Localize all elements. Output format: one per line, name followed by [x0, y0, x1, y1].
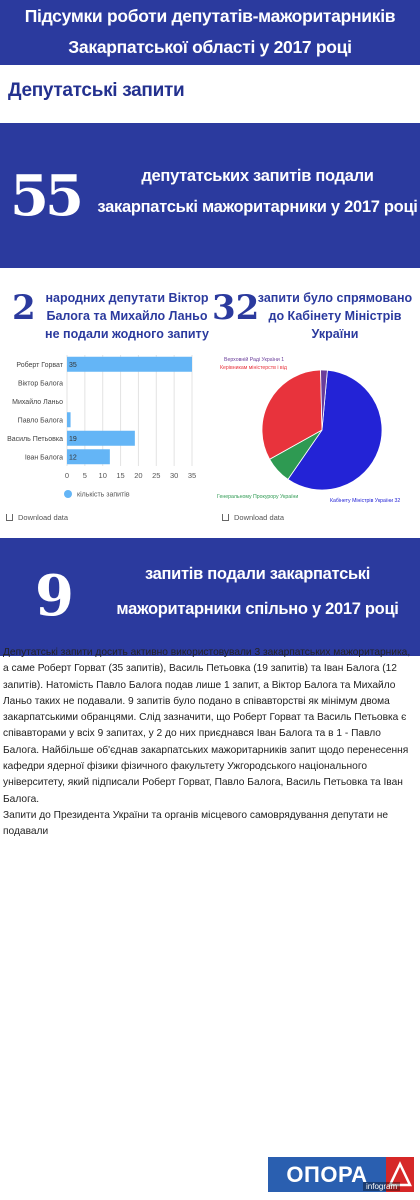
category-label: Василь Петьовка [7, 435, 63, 443]
pie-slice-label: Верховній Раді України 1 [224, 357, 285, 363]
bar-value-label: 12 [69, 454, 77, 462]
logo-text: ОПОРА [268, 1157, 386, 1192]
infogram-watermark: infogram [363, 1182, 400, 1191]
body-text [3, 645, 417, 841]
page-header [0, 0, 420, 65]
download-icon [6, 514, 13, 521]
download-label: Download data [234, 513, 285, 522]
kpi-right-text [255, 289, 415, 343]
bar-value-label: 35 [69, 361, 77, 369]
kpi-left-line-3: не подали жодного запиту [45, 327, 209, 341]
kpi-right-line-1: запити було спрямовано [257, 291, 413, 305]
category-label: Роберт Горват [16, 361, 63, 369]
page-title-line-2: Закарпатської області у 2017 році [68, 37, 352, 57]
joint-requests-number: 9 [35, 563, 74, 629]
bar-chart [0, 350, 210, 510]
x-tick-label: 25 [152, 471, 161, 480]
joint-requests-text-1: запитів подали закарпатські [144, 565, 371, 583]
category-label: Іван Балога [24, 454, 63, 462]
pie-chart [212, 350, 420, 510]
bar [67, 431, 135, 446]
page-title-line-1: Підсумки роботи депутатів-мажоритарників [24, 6, 396, 26]
kpi-right-line-2: до Кабінету Міністрів [268, 309, 402, 323]
x-tick-label: 0 [64, 471, 70, 480]
download-icon [222, 514, 229, 521]
kpi-left-line-2: Балога та Михайло Ланьо [46, 309, 208, 323]
kpi-right-number: 32 [212, 288, 260, 328]
legend-swatch [64, 490, 72, 498]
x-tick-label: 5 [82, 471, 87, 480]
body-paragraph-1: Депутатські запити досить активно використовували 3 закарпатських мажоритарника, а саме Роберт Горват (35 запитів), Василь Петьовка (19 запитів) та Іван Балога (12 запитів). Натомість Павло Балога подав лише 1 запит, а Віктор Балога та Михайло Ланьо таких не подавали. 9 запитів було подано в співавторстві як мінімум двома закарпатськими обранцями. Слід зазначити, що Роберт Горват та Василь Петьовка є співавторами у всіх 9 запитах, у 2 до них приєднався Іван Балога та в 1 - Павло Балога. Найбільше об'єднав закарпатських мажоритарників запит щодо перенесення кафедри ядерної фізики фізичного факультету Ужгородського національного університету, який підписали Роберт Горват, Павло Балога, Василь Петьовка та Іван Балога. [3, 647, 411, 805]
x-tick-label: 20 [134, 471, 143, 480]
bar [67, 412, 71, 427]
total-requests-banner [0, 123, 420, 268]
x-tick-label: 30 [169, 471, 179, 480]
section-title: Депутатські запити [8, 80, 185, 101]
kpi-right-line-3: України [311, 327, 359, 341]
x-tick-label: 15 [116, 471, 125, 480]
pie-slice-label: Генеральному Прокурору України [217, 494, 299, 500]
pie-slice-label: Кабінету Міністрів України 32 [330, 498, 401, 504]
opora-logo[interactable] [268, 1157, 414, 1192]
legend-label: кількість запитів [77, 491, 130, 499]
download-data-button-bar[interactable] [6, 513, 68, 522]
total-requests-number: 55 [10, 163, 80, 229]
x-tick-label: 10 [98, 471, 107, 480]
kpi-left-number: 2 [12, 288, 36, 328]
joint-requests-banner [0, 538, 420, 656]
body-paragraph-2: Запити до Президента України та органів місцевого самоврядування депутати не подавали [3, 809, 389, 838]
kpi-left-text [42, 289, 212, 343]
category-label: Віктор Балога [17, 380, 63, 388]
category-label: Михайло Ланьо [12, 398, 63, 406]
kpi-left-line-1: народних депутати Віктор [45, 291, 209, 305]
total-requests-text-2: закарпатські мажоритарники у 2017 році [97, 198, 418, 216]
download-label: Download data [18, 513, 69, 522]
pie-slice-label: Керівникам міністерств і від [220, 365, 287, 371]
joint-requests-text-2: мажоритарники спільно у 2017 році [116, 600, 399, 618]
total-requests-text-1: депутатських запитів подали [141, 167, 374, 185]
download-data-button-pie[interactable] [222, 513, 284, 522]
bar [67, 357, 192, 372]
category-label: Павло Балога [17, 417, 63, 425]
x-tick-label: 35 [187, 471, 197, 480]
bar-value-label: 19 [69, 435, 77, 443]
